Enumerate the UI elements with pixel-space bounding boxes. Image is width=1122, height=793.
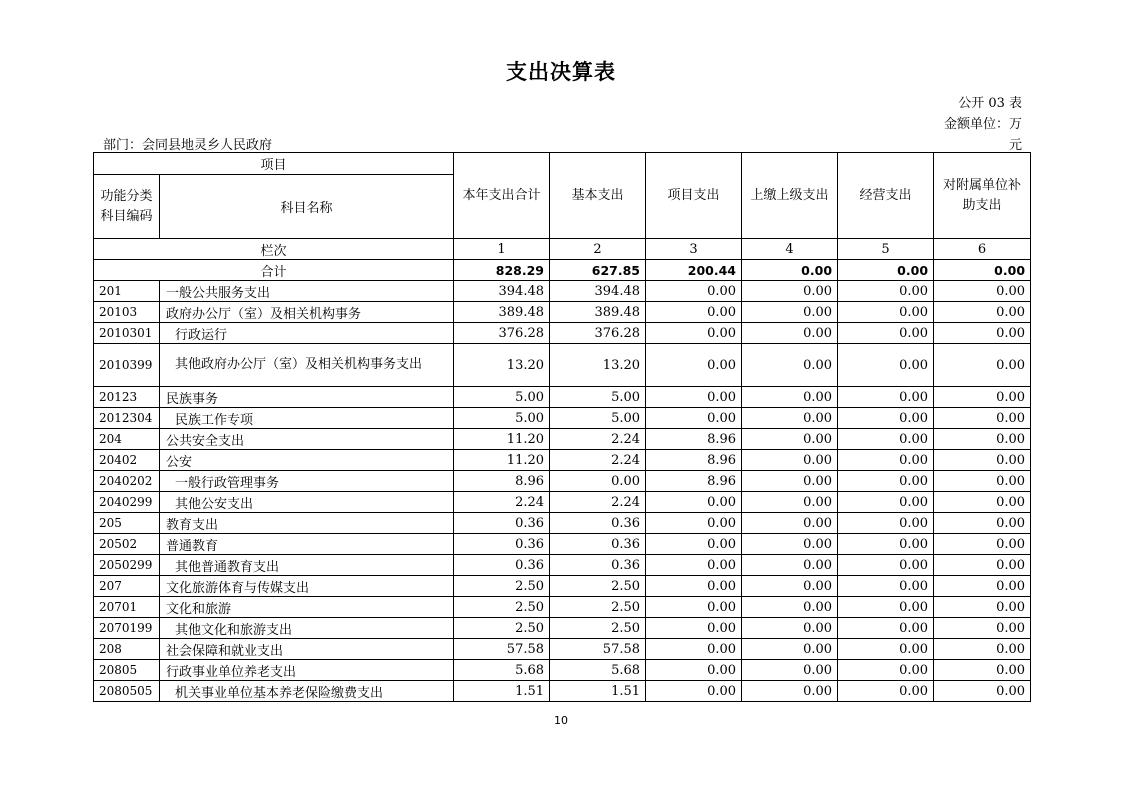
row-code: 20402 xyxy=(94,450,160,471)
row-value: 0.00 xyxy=(742,597,838,618)
row-value: 8.96 xyxy=(646,429,742,450)
row-value: 389.48 xyxy=(454,302,550,323)
row-value: 0.00 xyxy=(838,302,934,323)
row-value: 11.20 xyxy=(454,429,550,450)
row-value: 0.00 xyxy=(550,471,646,492)
table-row xyxy=(94,408,1031,429)
row-value: 0.00 xyxy=(742,302,838,323)
table-row xyxy=(94,429,1031,450)
row-value: 0.00 xyxy=(646,660,742,681)
row-value: 2.50 xyxy=(550,576,646,597)
row-value: 0.00 xyxy=(838,281,934,302)
row-value: 0.00 xyxy=(742,660,838,681)
row-value: 0.00 xyxy=(934,344,1031,387)
row-value: 0.00 xyxy=(838,429,934,450)
row-value: 0.00 xyxy=(838,534,934,555)
row-value: 11.20 xyxy=(454,450,550,471)
row-value: 0.00 xyxy=(742,555,838,576)
row-value: 0.00 xyxy=(646,681,742,702)
row-value: 0.00 xyxy=(742,639,838,660)
column-index-label: 栏次 xyxy=(94,239,454,260)
row-value: 0.00 xyxy=(742,450,838,471)
row-value: 57.58 xyxy=(454,639,550,660)
table-row xyxy=(94,387,1031,408)
table-row xyxy=(94,450,1031,471)
row-code: 20123 xyxy=(94,387,160,408)
row-value: 0.00 xyxy=(838,681,934,702)
row-code: 2010399 xyxy=(94,344,160,387)
row-code: 20103 xyxy=(94,302,160,323)
table-row xyxy=(94,344,1031,387)
row-value: 5.00 xyxy=(454,408,550,429)
header-item: 项目 xyxy=(94,153,454,175)
header-row-1 xyxy=(94,153,1031,175)
row-value: 0.00 xyxy=(646,555,742,576)
row-value: 1.51 xyxy=(550,681,646,702)
row-subject-name: 教育支出 xyxy=(160,513,454,534)
row-subject-name: 文化和旅游 xyxy=(160,597,454,618)
header-subsidy: 对附属单位补助支出 xyxy=(934,153,1031,239)
row-subject-name: 其他普通教育支出 xyxy=(160,555,454,576)
row-subject-name: 一般行政管理事务 xyxy=(160,471,454,492)
row-value: 0.00 xyxy=(934,429,1031,450)
row-value: 0.00 xyxy=(838,387,934,408)
row-value: 0.00 xyxy=(934,660,1031,681)
page-number: 10 xyxy=(554,714,568,727)
row-value: 0.00 xyxy=(934,387,1031,408)
row-code: 201 xyxy=(94,281,160,302)
row-value: 1.51 xyxy=(454,681,550,702)
total-label: 合计 xyxy=(94,260,454,281)
row-value: 2.50 xyxy=(550,618,646,639)
expenditure-table xyxy=(93,152,1031,702)
row-value: 0.00 xyxy=(742,408,838,429)
row-subject-name: 其他政府办公厅（室）及相关机构事务支出 xyxy=(160,344,454,387)
table-row xyxy=(94,555,1031,576)
header-subject-name: 科目名称 xyxy=(160,175,454,239)
row-value: 0.00 xyxy=(934,639,1031,660)
row-subject-name: 行政运行 xyxy=(160,323,454,344)
header-upper: 上缴上级支出 xyxy=(742,153,838,239)
col-number: 4 xyxy=(742,239,838,260)
row-code: 2070199 xyxy=(94,618,160,639)
row-value: 0.00 xyxy=(742,513,838,534)
row-value: 0.36 xyxy=(454,555,550,576)
total-value: 0.00 xyxy=(838,260,934,281)
form-number: 公开 03 表 xyxy=(958,96,1022,111)
row-value: 0.00 xyxy=(934,597,1031,618)
row-value: 0.00 xyxy=(742,323,838,344)
row-value: 0.00 xyxy=(742,534,838,555)
row-value: 5.00 xyxy=(550,408,646,429)
row-value: 0.00 xyxy=(742,492,838,513)
row-subject-name: 政府办公厅（室）及相关机构事务 xyxy=(160,302,454,323)
table-row xyxy=(94,639,1031,660)
table-row xyxy=(94,660,1031,681)
table-row xyxy=(94,513,1031,534)
row-subject-name: 一般公共服务支出 xyxy=(160,281,454,302)
row-value: 0.00 xyxy=(646,492,742,513)
row-value: 5.68 xyxy=(454,660,550,681)
row-value: 13.20 xyxy=(550,344,646,387)
row-subject-name: 社会保障和就业支出 xyxy=(160,639,454,660)
row-code: 2012304 xyxy=(94,408,160,429)
row-value: 0.00 xyxy=(934,492,1031,513)
header-basic: 基本支出 xyxy=(550,153,646,239)
row-value: 2.50 xyxy=(550,597,646,618)
row-value: 8.96 xyxy=(646,471,742,492)
row-value: 0.00 xyxy=(742,576,838,597)
total-value: 200.44 xyxy=(646,260,742,281)
row-value: 0.00 xyxy=(646,323,742,344)
row-code: 2010301 xyxy=(94,323,160,344)
row-value: 0.36 xyxy=(550,555,646,576)
row-value: 2.24 xyxy=(550,492,646,513)
row-value: 376.28 xyxy=(454,323,550,344)
department-label: 部门：会同县地灵乡人民政府 xyxy=(103,138,273,153)
row-value: 0.00 xyxy=(934,408,1031,429)
table-row xyxy=(94,576,1031,597)
row-value: 0.00 xyxy=(838,555,934,576)
page-title: 支出决算表 xyxy=(506,60,616,84)
total-value: 828.29 xyxy=(454,260,550,281)
row-value: 0.00 xyxy=(934,681,1031,702)
col-number: 5 xyxy=(838,239,934,260)
header-project: 项目支出 xyxy=(646,153,742,239)
row-value: 0.00 xyxy=(838,344,934,387)
row-value: 5.68 xyxy=(550,660,646,681)
total-row xyxy=(94,260,1031,281)
row-value: 0.00 xyxy=(742,681,838,702)
total-value: 627.85 xyxy=(550,260,646,281)
row-value: 8.96 xyxy=(646,450,742,471)
amount-unit-wrap: 元 xyxy=(1008,138,1022,153)
row-value: 0.00 xyxy=(646,408,742,429)
row-value: 0.00 xyxy=(742,618,838,639)
row-code: 205 xyxy=(94,513,160,534)
row-subject-name: 其他公安支出 xyxy=(160,492,454,513)
row-value: 0.00 xyxy=(838,597,934,618)
col-number: 1 xyxy=(454,239,550,260)
row-value: 0.00 xyxy=(838,639,934,660)
row-code: 204 xyxy=(94,429,160,450)
row-value: 0.00 xyxy=(646,639,742,660)
row-value: 0.00 xyxy=(934,302,1031,323)
header-business: 经营支出 xyxy=(838,153,934,239)
row-code: 20805 xyxy=(94,660,160,681)
col-number: 2 xyxy=(550,239,646,260)
row-code: 20502 xyxy=(94,534,160,555)
row-value: 389.48 xyxy=(550,302,646,323)
row-code: 2050299 xyxy=(94,555,160,576)
header-func-code: 功能分类科目编码 xyxy=(94,175,160,239)
row-code: 2040299 xyxy=(94,492,160,513)
row-value: 0.00 xyxy=(934,450,1031,471)
row-value: 0.00 xyxy=(646,597,742,618)
table-row xyxy=(94,597,1031,618)
row-value: 0.36 xyxy=(550,534,646,555)
row-value: 2.24 xyxy=(550,450,646,471)
table-row xyxy=(94,323,1031,344)
row-value: 0.00 xyxy=(742,471,838,492)
row-subject-name: 机关事业单位基本养老保险缴费支出 xyxy=(160,681,454,702)
table-row xyxy=(94,302,1031,323)
row-value: 0.00 xyxy=(742,387,838,408)
row-value: 0.00 xyxy=(742,429,838,450)
row-code: 2040202 xyxy=(94,471,160,492)
row-code: 20701 xyxy=(94,597,160,618)
row-value: 0.00 xyxy=(646,576,742,597)
table-row xyxy=(94,681,1031,702)
row-value: 0.00 xyxy=(646,618,742,639)
row-value: 0.36 xyxy=(454,534,550,555)
row-value: 0.00 xyxy=(646,513,742,534)
total-value: 0.00 xyxy=(742,260,838,281)
row-subject-name: 行政事业单位养老支出 xyxy=(160,660,454,681)
row-subject-name: 公共安全支出 xyxy=(160,429,454,450)
row-subject-name: 普通教育 xyxy=(160,534,454,555)
row-value: 2.24 xyxy=(454,492,550,513)
row-value: 0.00 xyxy=(934,513,1031,534)
table-row xyxy=(94,534,1031,555)
row-subject-name: 民族事务 xyxy=(160,387,454,408)
column-index-row xyxy=(94,239,1031,260)
row-value: 13.20 xyxy=(454,344,550,387)
row-value: 0.00 xyxy=(934,555,1031,576)
row-value: 0.00 xyxy=(934,534,1031,555)
amount-unit-label: 金额单位：万 xyxy=(943,117,1022,132)
header-total: 本年支出合计 xyxy=(454,153,550,239)
col-number: 3 xyxy=(646,239,742,260)
row-value: 0.36 xyxy=(550,513,646,534)
row-value: 2.50 xyxy=(454,597,550,618)
row-value: 5.00 xyxy=(550,387,646,408)
row-value: 0.00 xyxy=(838,450,934,471)
row-value: 0.00 xyxy=(838,492,934,513)
row-value: 2.50 xyxy=(454,576,550,597)
row-value: 0.00 xyxy=(646,534,742,555)
row-value: 394.48 xyxy=(454,281,550,302)
row-value: 0.00 xyxy=(838,408,934,429)
row-subject-name: 其他文化和旅游支出 xyxy=(160,618,454,639)
table-row xyxy=(94,492,1031,513)
table-row xyxy=(94,281,1031,302)
row-value: 0.00 xyxy=(838,513,934,534)
row-code: 208 xyxy=(94,639,160,660)
row-value: 0.00 xyxy=(646,302,742,323)
row-value: 0.00 xyxy=(934,576,1031,597)
row-subject-name: 公安 xyxy=(160,450,454,471)
total-value: 0.00 xyxy=(934,260,1031,281)
row-value: 0.00 xyxy=(838,471,934,492)
row-value: 0.00 xyxy=(646,281,742,302)
row-value: 0.00 xyxy=(838,618,934,639)
row-value: 0.00 xyxy=(742,344,838,387)
row-value: 2.24 xyxy=(550,429,646,450)
row-code: 2080505 xyxy=(94,681,160,702)
row-value: 394.48 xyxy=(550,281,646,302)
row-value: 57.58 xyxy=(550,639,646,660)
row-value: 0.00 xyxy=(934,281,1031,302)
row-code: 207 xyxy=(94,576,160,597)
row-value: 0.00 xyxy=(646,344,742,387)
row-value: 0.00 xyxy=(934,618,1031,639)
row-value: 5.00 xyxy=(454,387,550,408)
row-value: 0.36 xyxy=(454,513,550,534)
row-value: 0.00 xyxy=(838,323,934,344)
row-value: 0.00 xyxy=(838,660,934,681)
row-value: 0.00 xyxy=(838,576,934,597)
row-subject-name: 民族工作专项 xyxy=(160,408,454,429)
row-value: 0.00 xyxy=(742,281,838,302)
row-value: 0.00 xyxy=(646,387,742,408)
row-subject-name: 文化旅游体育与传媒支出 xyxy=(160,576,454,597)
row-value: 376.28 xyxy=(550,323,646,344)
table-row xyxy=(94,618,1031,639)
table-row xyxy=(94,471,1031,492)
row-value: 0.00 xyxy=(934,323,1031,344)
row-value: 8.96 xyxy=(454,471,550,492)
row-value: 0.00 xyxy=(934,471,1031,492)
row-value: 2.50 xyxy=(454,618,550,639)
col-number: 6 xyxy=(934,239,1031,260)
